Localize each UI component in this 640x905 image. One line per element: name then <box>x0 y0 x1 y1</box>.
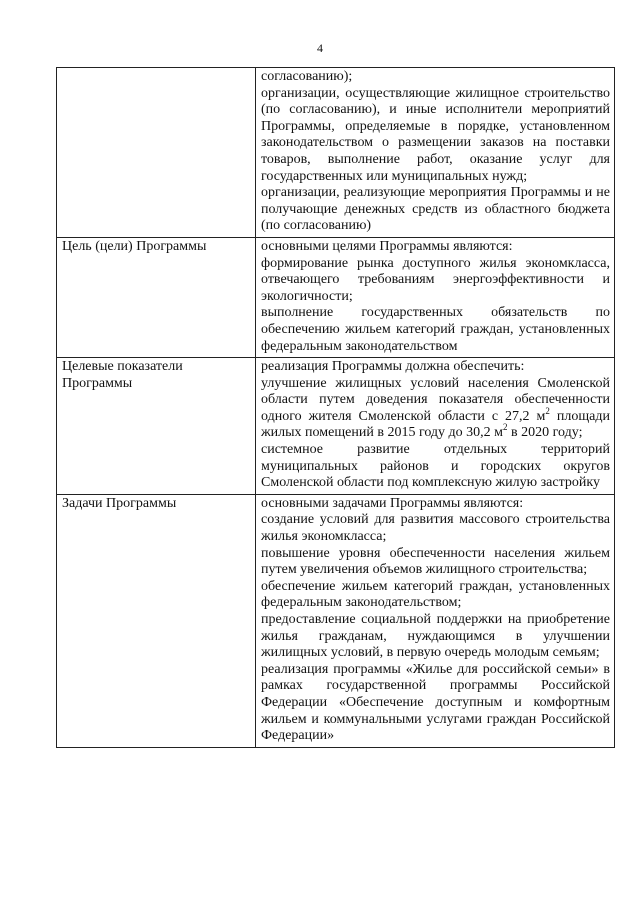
paragraph: организации, осуществляющие жилищное строительство (по согласованию), и иные исполнители мероприятий Программы, определяемые в порядке, установленном законодательством о размещении заказов на поставки товаров, выполнение работ, оказание услуг для государственных или муниципальных нужд; <box>261 85 610 184</box>
paragraph: согласованию); <box>261 69 353 84</box>
paragraph: предоставление социальной поддержки на приобретение жилья гражданам, нуждающимся в улучшении жилищных условий, в первую очередь молодым семьям; <box>261 612 610 661</box>
superscript: 2 <box>545 405 550 416</box>
label-line: Программы <box>62 375 133 391</box>
row-label: Задачи Программы <box>57 494 256 747</box>
paragraph: основными целями Программы являются: <box>261 238 513 254</box>
paragraph <box>261 376 610 442</box>
paragraph: формирование рынка доступного жилья экономкласса, отвечающего требованиям энергоэффективности и экологичности; <box>261 255 610 304</box>
text-segment: в 2020 году; <box>507 425 583 441</box>
row-content <box>256 237 615 357</box>
paragraph: системное развитие отдельных территорий муниципальных районов и городских округов Смоленской области под комплексную жилую застройку <box>261 442 610 491</box>
paragraph: обеспечение жильем категорий граждан, установленных федеральным законодательством; <box>261 578 610 611</box>
text-segment: улучшение жилищных условий населения Смоленской области путем доведения показателя обеспеченности одного жителя Смоленской области с 27,2 м <box>261 375 610 424</box>
table-row <box>57 494 615 747</box>
row-label: Цель (цели) Программы <box>57 237 256 357</box>
text-segment: площади жилых помещений в 2015 году до 30,2 м <box>261 408 610 441</box>
paragraph: основными задачами Программы являются: <box>261 495 524 511</box>
program-passport-table <box>56 67 615 748</box>
table-row <box>57 68 615 238</box>
row-content <box>256 494 615 747</box>
paragraph: реализация программы «Жилье для российской семьи» в рамках государственной программы Российской Федерации «Обеспечение доступным и комфортным жильем и коммунальными услугами граждан Российской Федерации» <box>261 661 610 744</box>
paragraph: выполнение государственных обязательств по обеспечению жильем категорий граждан, установленных федеральным законодательством <box>261 305 610 354</box>
row-content <box>256 358 615 495</box>
paragraph: создание условий для развития массового строительства жилья экономкласса; <box>261 512 610 545</box>
row-label <box>57 68 256 238</box>
table-row <box>57 358 615 495</box>
row-content <box>256 68 615 238</box>
superscript: 2 <box>503 422 508 433</box>
paragraph: повышение уровня обеспеченности населения жильем путем увеличения объемов жилищного строительства; <box>261 545 610 578</box>
page-number: 4 <box>317 41 323 55</box>
paragraph: реализация Программы должна обеспечить: <box>261 359 525 375</box>
row-label <box>57 358 256 495</box>
paragraph: организации, реализующие мероприятия Программы и не получающие денежных средств из областного бюджета (по согласованию) <box>261 185 610 234</box>
table-row <box>57 237 615 357</box>
label-line: Целевые показатели <box>62 359 183 375</box>
